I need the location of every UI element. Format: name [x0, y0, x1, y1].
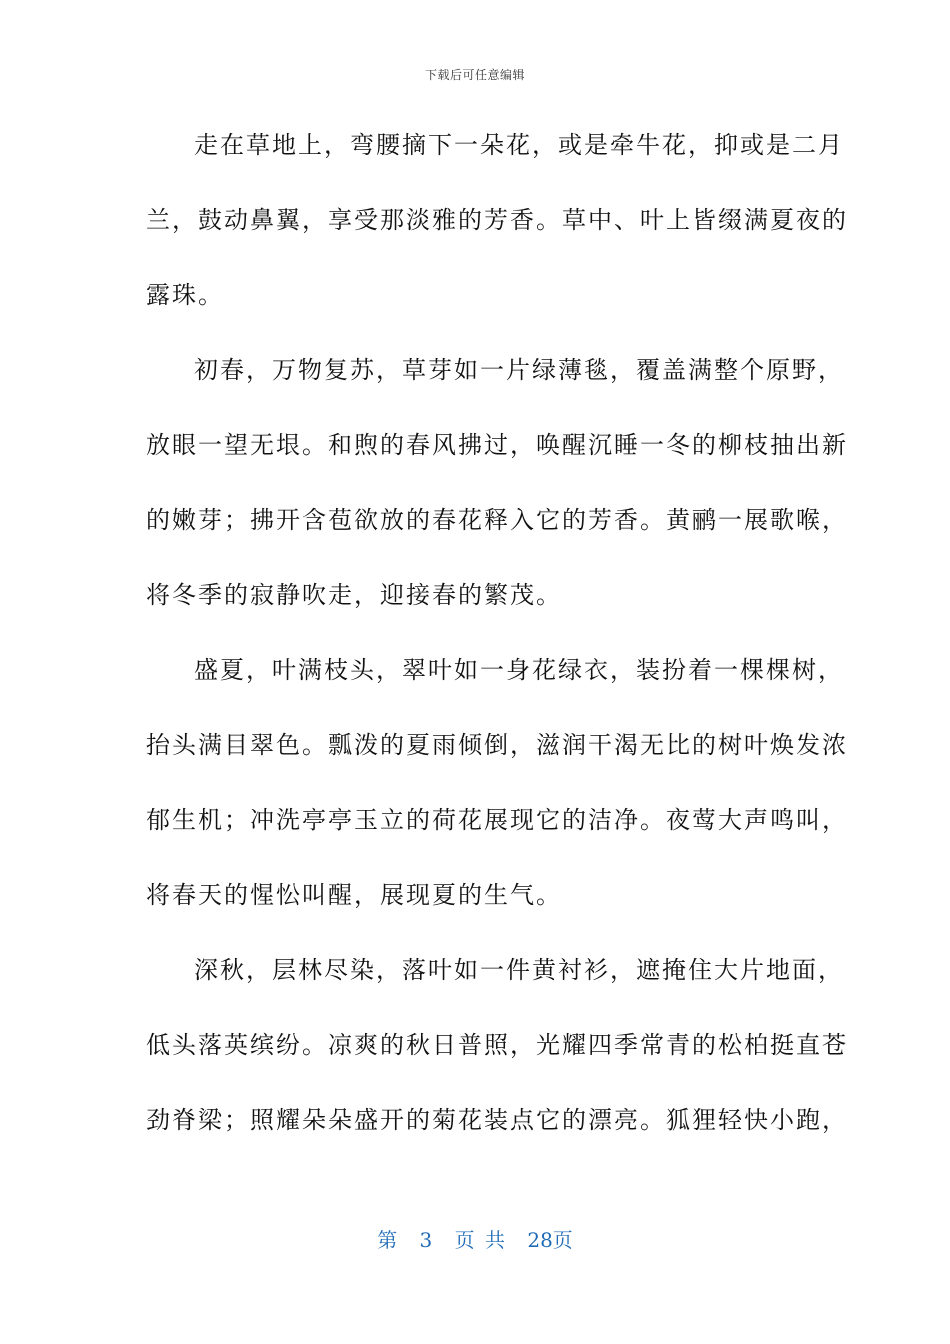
text-line: 放眼一望无垠。和煦的春风拂过，唤醒沉睡一冬的柳枝抽出新: [146, 431, 848, 459]
text-line: 低头落英缤纷。凉爽的秋日普照，光耀四季常青的松柏挺直苍: [146, 1031, 848, 1059]
text-line: 将冬季的寂静吹走，迎接春的繁茂。: [146, 581, 562, 609]
page-prefix: 第: [377, 1228, 398, 1252]
text-line: 的嫩芽；拂开含苞欲放的春花释入它的芳香。黄鹂一展歌喉，: [146, 506, 848, 534]
page-footer: [0, 1224, 950, 1253]
text-line: 郁生机；冲洗亭亭玉立的荷花展现它的洁净。夜莺大声鸣叫，: [146, 806, 848, 834]
text-line: 抬头满目翠色。瓢泼的夏雨倾倒，滋润干渴无比的树叶焕发浓: [146, 731, 848, 759]
total-pages: 28页: [527, 1228, 573, 1252]
text-line: 将春天的惺忪叫醒，展现夏的生气。: [146, 881, 562, 909]
text-line: 劲脊梁；照耀朵朵盛开的菊花装点它的漂亮。狐狸轻快小跑，: [146, 1106, 848, 1134]
text-line: 露珠。: [146, 281, 224, 309]
text-line: 深秋，层林尽染，落叶如一件黄衬衫，遮掩住大片地面，: [194, 956, 844, 984]
text-line: 兰，鼓动鼻翼，享受那淡雅的芳香。草中、叶上皆缀满夏夜的: [146, 206, 848, 234]
text-line: 初春，万物复苏，草芽如一片绿薄毯，覆盖满整个原野，: [194, 356, 844, 384]
text-line: 走在草地上，弯腰摘下一朵花，或是牵牛花，抑或是二月: [194, 131, 844, 159]
text-line: 盛夏，叶满枝头，翠叶如一身花绿衣，装扮着一棵棵树，: [194, 656, 844, 684]
body-text: [146, 118, 848, 1168]
page-header: 下载后可任意编辑: [424, 68, 525, 82]
current-page-number: 3: [419, 1228, 433, 1252]
page-middle-text: 页 共: [454, 1228, 505, 1252]
